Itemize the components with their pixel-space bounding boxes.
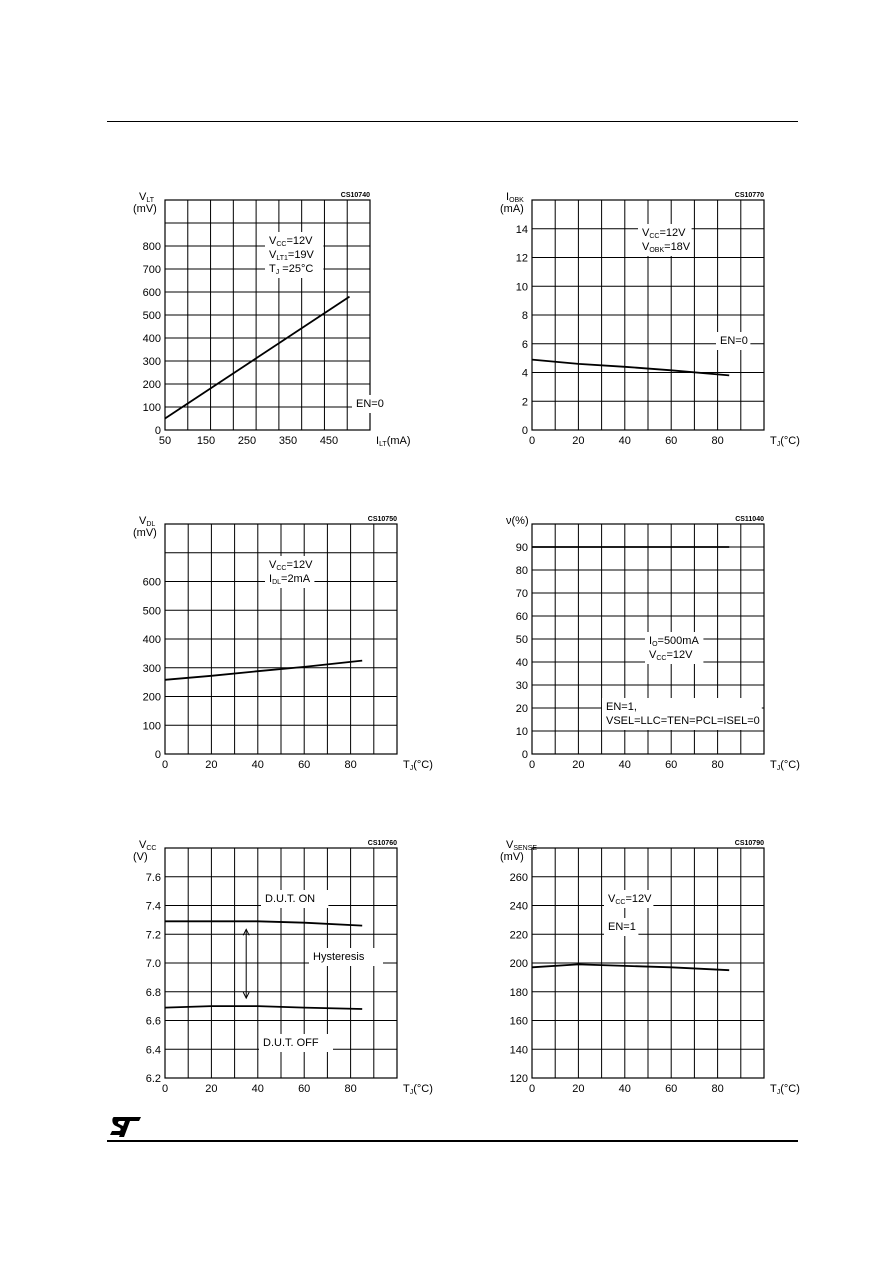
y-tick-label: 600 bbox=[142, 287, 161, 299]
y-tick-label: 0 bbox=[521, 749, 528, 761]
annotation-text: VCC=12V bbox=[642, 227, 686, 240]
y-tick-label: 90 bbox=[515, 542, 528, 554]
y-tick-label: 400 bbox=[142, 333, 161, 345]
y-axis-unit: (mV) bbox=[133, 203, 157, 215]
x-tick-label: 20 bbox=[205, 759, 218, 771]
x-tick-label: 40 bbox=[618, 759, 631, 771]
y-axis-unit: (mV) bbox=[500, 851, 524, 863]
y-tick-label: 7.4 bbox=[145, 900, 161, 913]
series-line-1 bbox=[532, 964, 729, 970]
annotation-text: VCC=12V bbox=[269, 235, 313, 248]
y-tick-label: 240 bbox=[509, 900, 528, 913]
y-tick-label: 6.2 bbox=[145, 1073, 161, 1085]
figure-code: CS10750 bbox=[367, 516, 397, 523]
y-tick-label: 160 bbox=[509, 1015, 528, 1028]
series-line-1 bbox=[165, 661, 362, 680]
y-axis-label: VSENSE bbox=[506, 839, 538, 852]
x-tick-label: 0 bbox=[528, 1083, 536, 1095]
y-tick-label: 7.6 bbox=[145, 871, 161, 884]
x-axis-label: TJ(°C) bbox=[770, 1083, 800, 1096]
x-tick-label: 40 bbox=[618, 1083, 631, 1095]
x-tick-label: 80 bbox=[711, 1083, 724, 1095]
chart-vcc-hysteresis-vs-tj bbox=[115, 836, 459, 1106]
y-tick-label: 100 bbox=[142, 402, 161, 414]
y-tick-label: 600 bbox=[142, 576, 161, 589]
y-axis-unit: (V) bbox=[133, 851, 148, 863]
x-tick-label: 20 bbox=[572, 759, 585, 771]
y-tick-label: 120 bbox=[509, 1073, 528, 1085]
y-tick-label: 260 bbox=[509, 871, 528, 884]
c1-svg bbox=[115, 188, 432, 458]
c3-svg bbox=[115, 512, 459, 782]
x-tick-label: 60 bbox=[665, 435, 678, 447]
chart-iobk-vs-tj bbox=[482, 188, 826, 458]
annotation-text: VCC=12V bbox=[608, 893, 652, 906]
y-tick-label: 400 bbox=[142, 634, 161, 646]
y-tick-label: 50 bbox=[515, 634, 528, 646]
figure-code: CS10740 bbox=[340, 192, 370, 199]
c5-svg bbox=[115, 836, 459, 1106]
y-tick-label: 2 bbox=[521, 396, 528, 409]
x-tick-label: 60 bbox=[665, 1083, 678, 1095]
series-line-2 bbox=[165, 1006, 362, 1009]
x-tick-label: 40 bbox=[251, 1083, 264, 1095]
y-axis-label: VDL bbox=[139, 515, 156, 528]
y-tick-label: 800 bbox=[142, 241, 161, 253]
y-tick-label: 7.0 bbox=[145, 958, 161, 970]
y-tick-label: 500 bbox=[142, 605, 161, 618]
y-tick-label: 140 bbox=[509, 1044, 528, 1057]
x-tick-label: 20 bbox=[572, 1083, 585, 1095]
y-tick-label: 6.4 bbox=[145, 1044, 161, 1057]
footer-rule bbox=[107, 1140, 798, 1142]
y-tick-label: 30 bbox=[515, 680, 528, 692]
x-tick-label: 80 bbox=[711, 759, 724, 771]
y-tick-label: 220 bbox=[509, 929, 528, 942]
annotation-text: VOBK=18V bbox=[642, 241, 691, 254]
plot-grid bbox=[532, 848, 764, 1078]
annotation-text: VSEL=LLC=TEN=PCL=ISEL=0 bbox=[606, 715, 760, 727]
x-axis-label: TJ(°C) bbox=[770, 759, 800, 772]
annotation-text: EN=1, bbox=[606, 701, 637, 713]
x-tick-label: 80 bbox=[344, 759, 357, 771]
y-tick-label: 500 bbox=[142, 310, 161, 322]
chart-vsense-vs-tj bbox=[482, 836, 826, 1106]
y-tick-label: 300 bbox=[142, 662, 161, 675]
x-tick-label: 20 bbox=[572, 435, 585, 447]
st-logo bbox=[108, 1116, 142, 1138]
c4-svg bbox=[482, 512, 826, 782]
annotation-text: TJ =25°C bbox=[269, 263, 314, 276]
series-line-1 bbox=[165, 921, 362, 925]
y-tick-label: 6.8 bbox=[145, 986, 161, 999]
y-tick-label: 700 bbox=[142, 264, 161, 276]
annotation-text: VLT1=19V bbox=[269, 249, 314, 262]
x-axis-label: ILT(mA) bbox=[376, 435, 411, 448]
x-axis-label: TJ(°C) bbox=[403, 759, 433, 772]
annotation-text: IO=500mA bbox=[649, 635, 699, 648]
y-tick-label: 20 bbox=[515, 703, 528, 715]
x-tick-label: 80 bbox=[711, 435, 724, 447]
series-line-1 bbox=[532, 360, 729, 376]
figure-code: CS10790 bbox=[734, 840, 764, 847]
x-tick-label: 250 bbox=[237, 435, 257, 447]
y-tick-label: 8 bbox=[521, 310, 528, 322]
x-tick-label: 20 bbox=[205, 1083, 218, 1095]
annotation-text: D.U.T. OFF bbox=[263, 1037, 319, 1049]
annotation-text: EN=1 bbox=[608, 921, 636, 933]
y-tick-label: 0 bbox=[154, 425, 161, 437]
annotation-text: Hysteresis bbox=[313, 951, 365, 963]
y-axis-label: VCC bbox=[139, 839, 157, 852]
x-tick-label: 40 bbox=[251, 759, 264, 771]
y-tick-label: 100 bbox=[142, 720, 161, 733]
x-tick-label: 450 bbox=[319, 435, 339, 447]
x-tick-label: 0 bbox=[528, 435, 536, 447]
c6-svg bbox=[482, 836, 826, 1106]
y-tick-label: 0 bbox=[521, 425, 528, 437]
y-tick-label: 200 bbox=[509, 958, 528, 970]
y-tick-label: 40 bbox=[515, 657, 528, 669]
y-tick-label: 4 bbox=[521, 367, 528, 380]
figure-code: CS10760 bbox=[367, 840, 397, 847]
y-tick-label: 200 bbox=[142, 379, 161, 391]
annotation-text: VCC=12V bbox=[269, 559, 313, 572]
header-rule bbox=[107, 121, 798, 122]
y-tick-label: 6 bbox=[521, 338, 528, 351]
x-tick-label: 0 bbox=[161, 759, 169, 771]
y-tick-label: 200 bbox=[142, 691, 161, 704]
y-axis-unit: (mA) bbox=[500, 203, 524, 215]
figure-code: CS11040 bbox=[735, 516, 764, 523]
c2-svg bbox=[482, 188, 826, 458]
y-axis-label: VLT bbox=[139, 191, 154, 204]
y-tick-label: 80 bbox=[515, 565, 528, 577]
y-axis-label: IOBK bbox=[506, 191, 524, 204]
y-tick-label: 10 bbox=[515, 281, 528, 294]
figure-code: CS10770 bbox=[734, 192, 764, 199]
y-tick-label: 70 bbox=[515, 588, 528, 600]
x-axis-label: TJ(°C) bbox=[403, 1083, 433, 1096]
x-tick-label: 80 bbox=[344, 1083, 357, 1095]
x-tick-label: 150 bbox=[196, 435, 216, 447]
x-tick-label: 0 bbox=[161, 1083, 169, 1095]
y-tick-label: 300 bbox=[142, 356, 161, 368]
annotation-text: D.U.T. ON bbox=[265, 893, 316, 905]
chart-efficiency-vs-tj bbox=[482, 512, 826, 782]
x-tick-label: 0 bbox=[528, 759, 536, 771]
y-tick-label: 14 bbox=[515, 223, 528, 236]
annotation-text: EN=0 bbox=[720, 335, 748, 347]
x-tick-label: 350 bbox=[278, 435, 298, 447]
y-tick-label: 60 bbox=[515, 611, 528, 623]
y-tick-label: 10 bbox=[515, 726, 528, 738]
annotation-text: EN=0 bbox=[356, 398, 384, 410]
y-axis-label: ν(%) bbox=[506, 515, 529, 527]
chart-vlt-vs-ilt bbox=[115, 188, 432, 458]
x-tick-label: 60 bbox=[298, 1083, 311, 1095]
x-tick-label: 40 bbox=[618, 435, 631, 447]
annotation-text: IDL=2mA bbox=[269, 573, 311, 586]
chart-vdl-vs-tj bbox=[115, 512, 459, 782]
y-tick-label: 12 bbox=[515, 252, 528, 265]
y-tick-label: 7.2 bbox=[145, 929, 161, 942]
x-tick-label: 60 bbox=[665, 759, 678, 771]
y-tick-label: 0 bbox=[154, 749, 161, 761]
annotation-text: VCC=12V bbox=[649, 649, 693, 662]
y-axis-unit: (mV) bbox=[133, 527, 157, 539]
y-tick-label: 6.6 bbox=[145, 1015, 161, 1028]
x-tick-label: 60 bbox=[298, 759, 311, 771]
y-tick-label: 180 bbox=[509, 986, 528, 999]
x-tick-label: 50 bbox=[158, 435, 172, 447]
x-axis-label: TJ(°C) bbox=[770, 435, 800, 448]
